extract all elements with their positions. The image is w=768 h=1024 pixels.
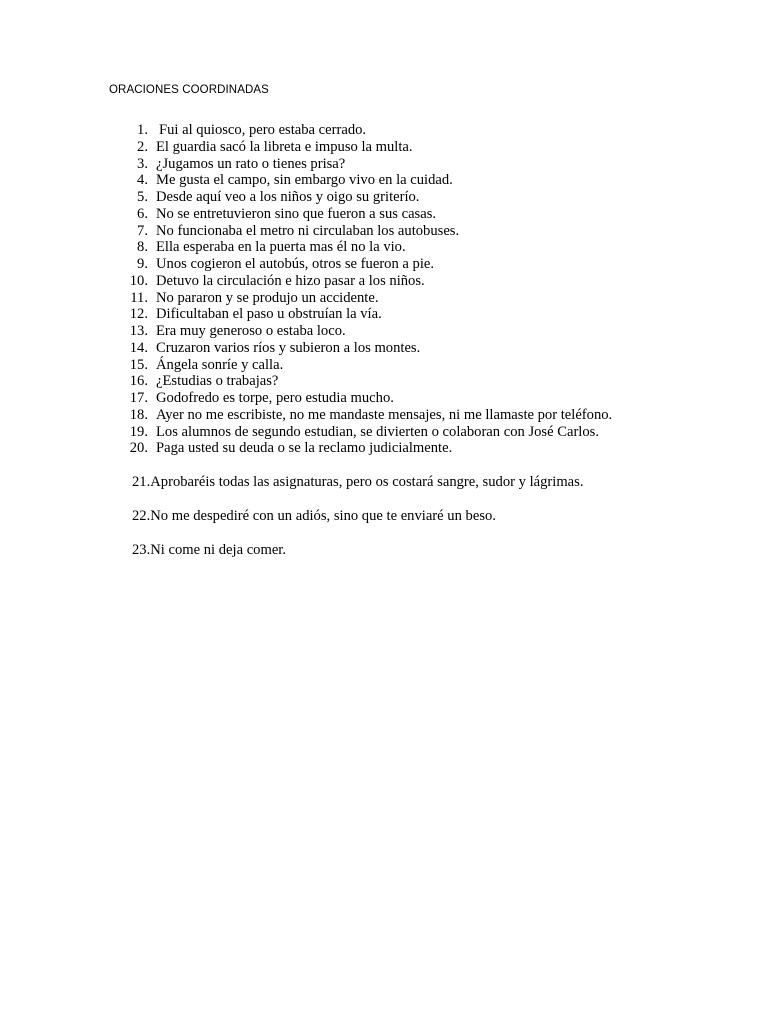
list-item — [0, 122, 768, 139]
item-text: No funcionaba el metro ni circulaban los autobuses. — [156, 222, 460, 239]
list-item — [0, 424, 768, 441]
item-text: Los alumnos de segundo estudian, se divierten o colaboran con José Carlos. — [156, 423, 599, 440]
sentence-23: 23.Ni come ni deja comer. — [132, 542, 286, 558]
list-item — [0, 256, 768, 273]
list-item — [0, 373, 768, 390]
list-item — [0, 206, 768, 223]
item-text: Unos cogieron el autobús, otros se fueron a pie. — [156, 256, 435, 272]
list-item — [0, 340, 768, 357]
item-number: 7. — [137, 222, 148, 239]
item-text: Ella esperaba en la puerta mas él no la vio. — [156, 239, 406, 256]
item-text: Paga usted su deuda o se la reclamo judicialmente. — [156, 440, 453, 457]
list-item — [0, 273, 768, 290]
item-number: 14. — [129, 339, 148, 356]
list-item — [0, 407, 768, 424]
item-number: 10. — [129, 272, 148, 289]
item-number: 17. — [129, 390, 148, 406]
item-text: Era muy generoso o estaba loco. — [156, 323, 346, 339]
item-number: 15. — [129, 356, 148, 373]
document-title: ORACIONES COORDINADAS — [109, 84, 269, 96]
list-item — [0, 172, 768, 189]
list-item — [0, 189, 768, 206]
item-text: ¿Estudias o trabajas? — [156, 373, 279, 390]
item-number: 13. — [129, 323, 148, 339]
item-text: Godofredo es torpe, pero estudia mucho. — [156, 390, 394, 406]
list-item — [0, 223, 768, 240]
item-number: 6. — [137, 205, 148, 222]
item-text: Ayer no me escribiste, no me mandaste mensajes, ni me llamaste por teléfono. — [156, 406, 613, 423]
sentence-list — [0, 122, 768, 457]
item-text: ¿Jugamos un rato o tienes prisa? — [156, 155, 346, 172]
item-number: 16. — [129, 373, 148, 390]
item-number: 11. — [130, 289, 148, 306]
list-item — [0, 357, 768, 374]
sentence-22: 22.No me despediré con un adiós, sino que te enviaré un beso. — [132, 508, 496, 524]
sentence-21: 21.Aprobaréis todas las asignaturas, pero os costará sangre, sudor y lágrimas. — [132, 474, 584, 490]
item-number: 3. — [137, 155, 148, 172]
list-item — [0, 390, 768, 407]
item-number: 8. — [137, 239, 148, 256]
item-number: 9. — [137, 256, 148, 272]
item-number: 1. — [137, 122, 148, 138]
item-text: Detuvo la circulación e hizo pasar a los niños. — [156, 272, 425, 289]
list-item — [0, 139, 768, 156]
item-text: El guardia sacó la libreta e impuso la multa. — [156, 138, 413, 155]
item-number: 19. — [129, 423, 148, 440]
item-text: No pararon y se produjo un accidente. — [156, 289, 379, 306]
item-text: Ángela sonríe y calla. — [156, 356, 284, 373]
item-number: 18. — [129, 406, 148, 423]
item-number: 20. — [129, 440, 148, 457]
list-item — [0, 323, 768, 340]
list-item — [0, 440, 768, 457]
item-text: Desde aquí veo a los niños y oigo su griterío. — [156, 189, 420, 205]
item-number: 5. — [137, 189, 148, 205]
item-text: Me gusta el campo, sin embargo vivo en la cuidad. — [156, 172, 453, 189]
list-item — [0, 290, 768, 307]
list-item — [0, 306, 768, 323]
list-item — [0, 239, 768, 256]
item-text: No se entretuvieron sino que fueron a sus casas. — [156, 205, 437, 222]
item-number: 4. — [137, 172, 148, 189]
item-text: Dificultaban el paso u obstruían la vía. — [156, 306, 382, 323]
item-text: Cruzaron varios ríos y subieron a los montes. — [156, 339, 421, 356]
item-number: 12. — [129, 306, 148, 323]
item-text: Fui al quiosco, pero estaba cerrado. — [159, 122, 367, 138]
item-number: 2. — [137, 138, 148, 155]
list-item — [0, 156, 768, 173]
